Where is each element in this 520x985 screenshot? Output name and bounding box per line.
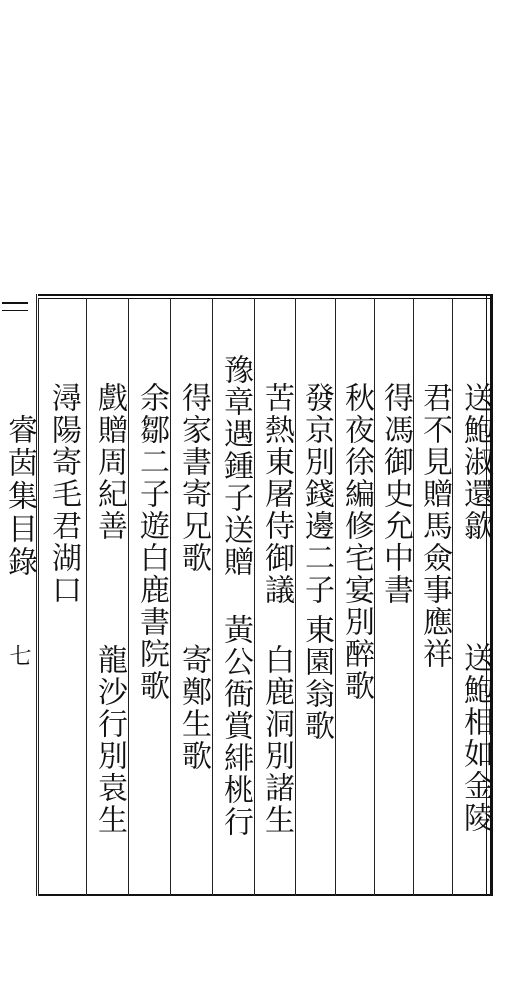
toc-entry-top: 得馮御史允中書 [378, 382, 413, 606]
column-divider [295, 298, 296, 896]
column-divider [335, 298, 336, 896]
toc-entry-top: 豫章遇鍾子送贈 [218, 354, 253, 578]
column-divider [128, 298, 129, 896]
spine-rule-mark-thin [2, 310, 28, 311]
column-divider [86, 298, 87, 896]
column-divider [170, 298, 171, 896]
frame-top-rule-thin [38, 298, 493, 299]
toc-entry-top: 發京別錢邊二子 [299, 382, 334, 606]
toc-entry-top: 余鄒二子遊白鹿書院歌 [134, 382, 169, 702]
column-divider [212, 298, 213, 896]
toc-entry-bottom: 龍沙行別袁生 [92, 644, 127, 836]
text-frame [38, 294, 493, 896]
toc-entry-bottom: 送鮑相如金陵 [458, 642, 493, 834]
toc-entry-bottom: 黃公衙賞緋桃行 [218, 614, 253, 838]
spine-page-number: 七 [6, 644, 31, 666]
toc-entry-top: 潯陽寄毛君湖口 [46, 382, 81, 606]
column-divider [254, 298, 255, 896]
toc-entry-top: 得家書寄兄歌 [176, 382, 211, 574]
toc-entry-top: 戲贈周紀善 [92, 382, 127, 542]
frame-bottom-rule [38, 894, 493, 896]
toc-entry-top: 苦熱東屠侍御議 [259, 382, 294, 606]
toc-entry-top: 送鮑淑還歙 [458, 382, 493, 542]
page-spine-margin [0, 294, 37, 896]
toc-entry-top: 君不見贈馬僉事應祥 [417, 382, 452, 670]
toc-entry-bottom: 寄鄭生歌 [176, 644, 211, 772]
spine-rule-mark [2, 302, 28, 304]
toc-entry-bottom: 白鹿洞別諸生 [259, 644, 294, 836]
column-divider [38, 298, 39, 896]
toc-entry-top: 秋夜徐編修宅宴別醉歌 [339, 382, 374, 702]
frame-top-rule [38, 294, 493, 296]
spine-title: 睿茵集目錄 [2, 414, 37, 579]
toc-entry-bottom: 東園翁歌 [299, 614, 334, 742]
